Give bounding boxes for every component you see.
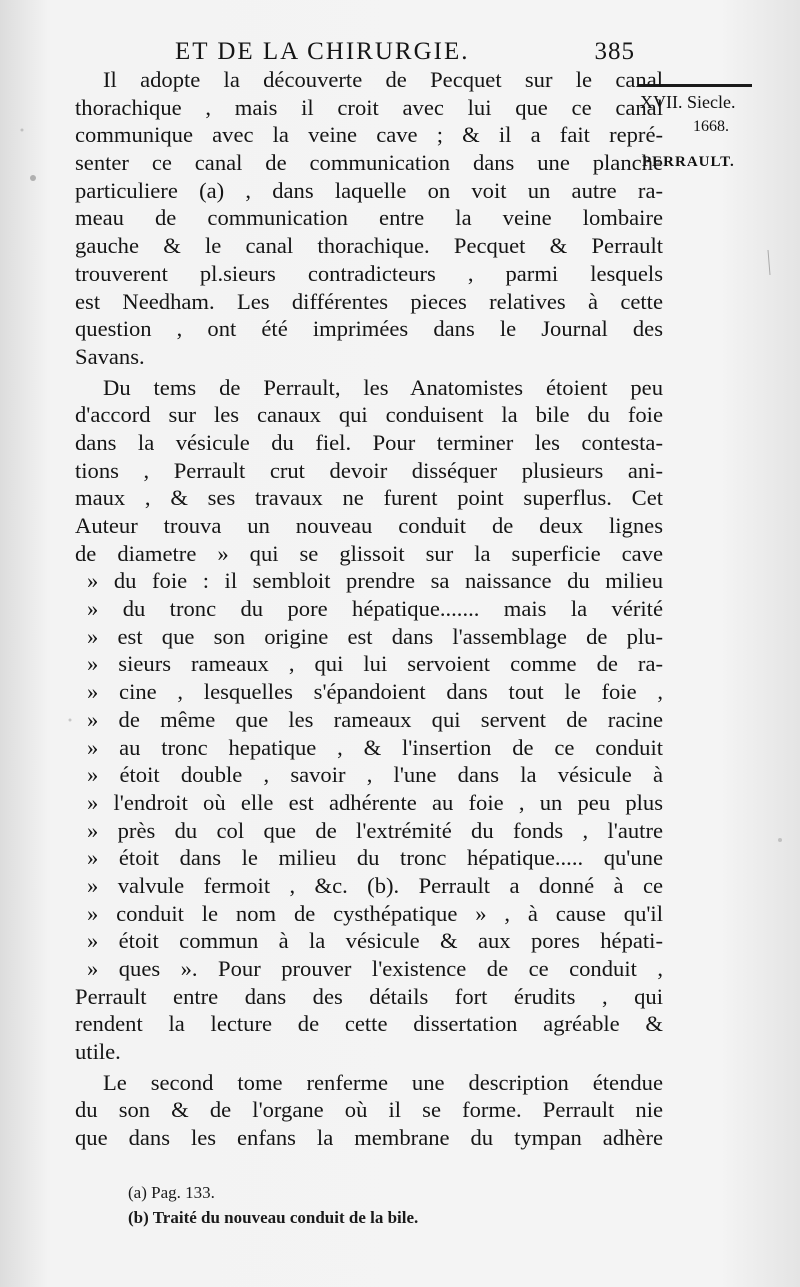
text-line: gauche & le canal thorachique. Pecquet & Perrault [75,233,663,259]
text-line: » du foie : il sembloit prendre sa naissance du milieu [87,568,663,594]
text-line: thorachique , mais il croit avec lui que ce canal [75,94,663,120]
text-line: de diametre » qui se glissoit sur la superficie cave [75,540,663,566]
margin-author: PERRAULT. [642,154,735,170]
margin-century: XVII. Siecle. [640,92,736,112]
text-line: particuliere (a) , dans laquelle on voit un autre ra- [75,177,663,203]
text-line: que dans les enfans la membrane du tympan adhère [75,1125,663,1151]
text-line: senter ce canal de communication dans une planche [75,150,663,176]
text-line: » étoit double , savoir , l'une dans la vésicule à [87,762,663,788]
text-line: » conduit le nom de cysthépatique » , à cause qu'il [87,900,663,926]
text-line: » sieurs rameaux , qui lui servoient comme de ra- [87,651,663,677]
text-line: » du tronc du pore hépatique....... mais la vérité [87,596,663,622]
text-line: est Needham. Les différentes pieces relatives à cette [75,288,663,314]
text-line: communique avec la veine cave ; & il a fait repré- [75,122,663,148]
text-line: Il adopte la découverte de Pecquet sur le canal [103,67,663,92]
margin-year: 1668. [693,118,729,135]
text-line: rendent la lecture de cette dissertation agréable & [75,1011,663,1037]
text-line: » étoit dans le milieu du tronc hépatique..... qu'une [87,845,663,871]
text-line: » cine , lesquelles s'épandoient dans tout le foie , [87,679,663,705]
page-number: 385 [594,38,635,65]
text-line: » ques ». Pour prouver l'existence de ce conduit , [87,956,663,981]
text-line: » l'endroit où elle est adhérente au foie , un peu plus [87,789,663,815]
text-line: » au tronc hepatique , & l'insertion de ce conduit [87,734,663,760]
text-line: dans la vésicule du fiel. Pour terminer les contesta- [75,429,663,455]
paragraph-3 [75,1069,663,1152]
text-line: » étoit commun à la vésicule & aux pores hépati- [87,928,663,954]
text-line: Auteur trouva un nouveau conduit de deux lignes [75,513,663,538]
text-line: Savans. [75,343,145,369]
footnote-a: (a) Pag. 133. [128,1183,215,1202]
running-title: ET DE LA CHIRURGIE. [175,38,470,65]
paragraph-2 [75,374,663,1066]
text-line: utile. [75,1039,121,1065]
text-line: » près du col que de l'extrémité du fonds , l'autre [87,817,663,843]
text-line: maux , & ses travaux ne furent point superflus. Cet [75,485,663,511]
text-line: » valvule fermoit , &c. (b). Perrault a donné à ce [87,872,663,898]
text-line: » de même que les rameaux qui servent de racine [87,706,663,732]
text-line: meau de communication entre la veine lombaire [75,205,663,231]
text-line: Perrault entre dans des détails fort érudits , qui [75,983,663,1009]
text-line: tions , Perrault crut devoir disséquer plusieurs ani- [75,457,663,483]
text-line: d'accord sur les canaux qui conduisent la bile du foie [75,402,663,428]
text-line: Le second tome renferme une description étendue [103,1069,663,1095]
paragraph-1 [75,66,663,371]
text-line: question , ont été imprimées dans le Journal des [75,316,663,342]
body-text [75,66,663,1152]
text-line: trouverent pl.sieurs contradicteurs , parmi lesquels [75,260,663,286]
text-line: » est que son origine est dans l'assemblage de plu- [87,623,663,649]
footnote-b: (b) Traité du nouveau conduit de la bile. [128,1208,419,1227]
text-line: Du tems de Perrault, les Anatomistes étoient peu [103,374,663,400]
text-line: du son & de l'organe où il se forme. Perrault nie [75,1097,663,1123]
